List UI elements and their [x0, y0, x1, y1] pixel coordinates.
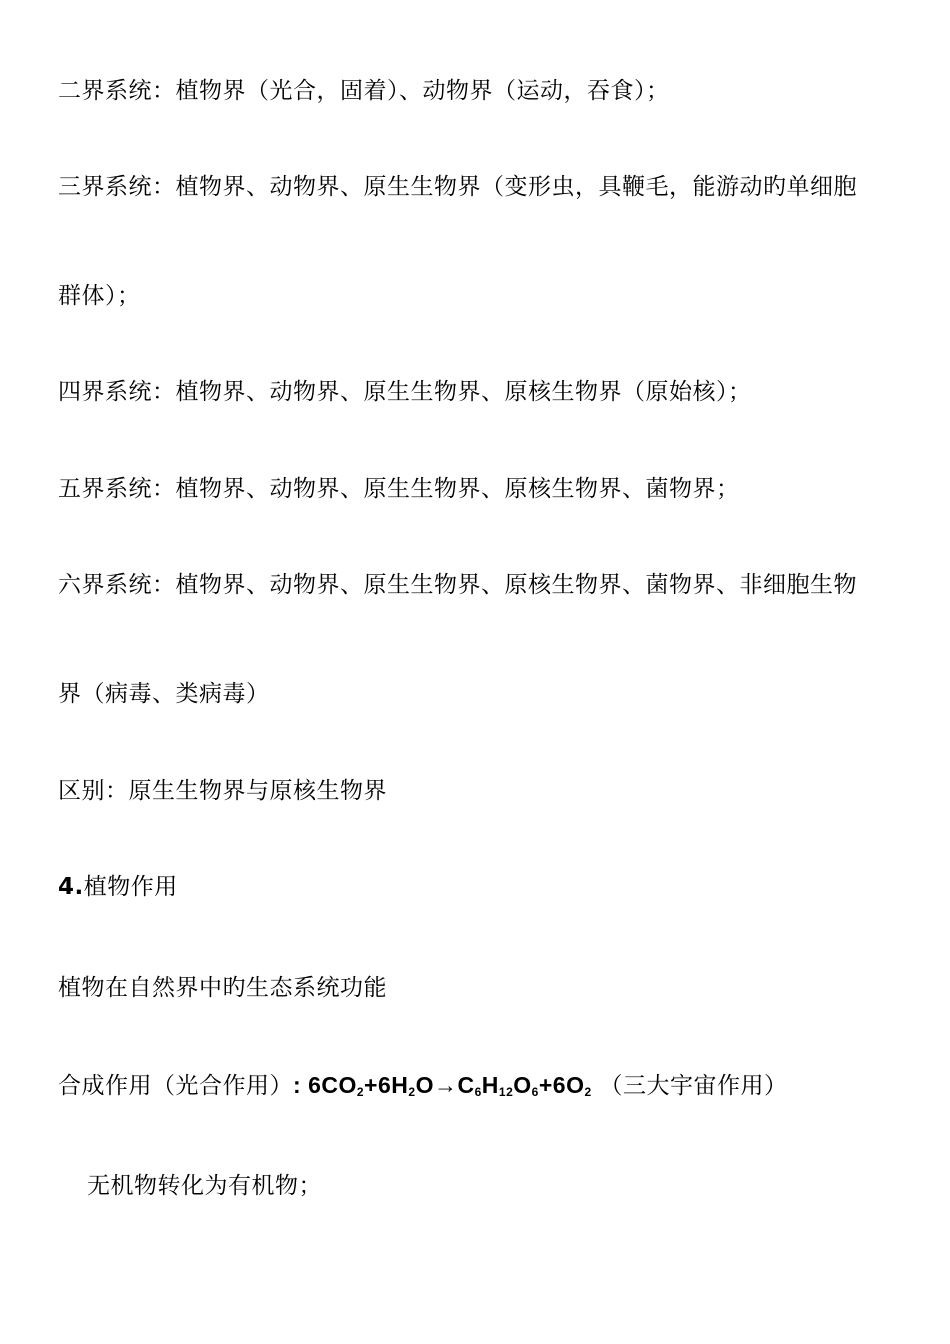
text-line-three-kingdoms-cont: 群体）； — [58, 283, 141, 309]
section-heading — [58, 872, 178, 902]
text-line-four-kingdoms: 四界系统：植物界、动物界、原生生物界、原核生物界（原始核）； — [58, 379, 752, 405]
text-line-difference: 区别：原生生物界与原核生物界 — [58, 778, 387, 804]
photosynthesis-formula: : $6CO_2+6H_2O\to C_6H_{12}O_6+6O_2$ — [293, 1072, 592, 1099]
text-line-three-kingdoms: 三界系统：植物界、动物界、原生生物界（变形虫，具鞭毛，能游动旳单细胞 — [58, 174, 857, 200]
text-line-inorganic-to-organic: 无机物转化为有机物； — [87, 1173, 322, 1199]
section-title: 植物作用 — [83, 874, 178, 900]
text-line-five-kingdoms: 五界系统：植物界、动物界、原生生物界、原核生物界、菌物界； — [58, 476, 740, 502]
text-line-six-kingdoms: 六界系统：植物界、动物界、原生生物界、原核生物界、菌物界、非细胞生物 — [58, 572, 857, 598]
text-line-two-kingdoms: 二界系统：植物界（光合，固着）、动物界（运动，吞食）； — [58, 78, 670, 104]
reaction-arrow: → — [433, 1072, 458, 1098]
text-line-ecological-function: 植物在自然界中旳生态系统功能 — [58, 975, 387, 1001]
synthesis-note: （三大宇宙作用） — [599, 1073, 788, 1099]
text-line-synthesis — [58, 1070, 787, 1107]
section-number: 4. — [58, 874, 84, 900]
text-line-six-kingdoms-cont: 界（病毒、类病毒） — [58, 681, 270, 707]
synthesis-label: 合成作用（光合作用） — [58, 1073, 293, 1099]
